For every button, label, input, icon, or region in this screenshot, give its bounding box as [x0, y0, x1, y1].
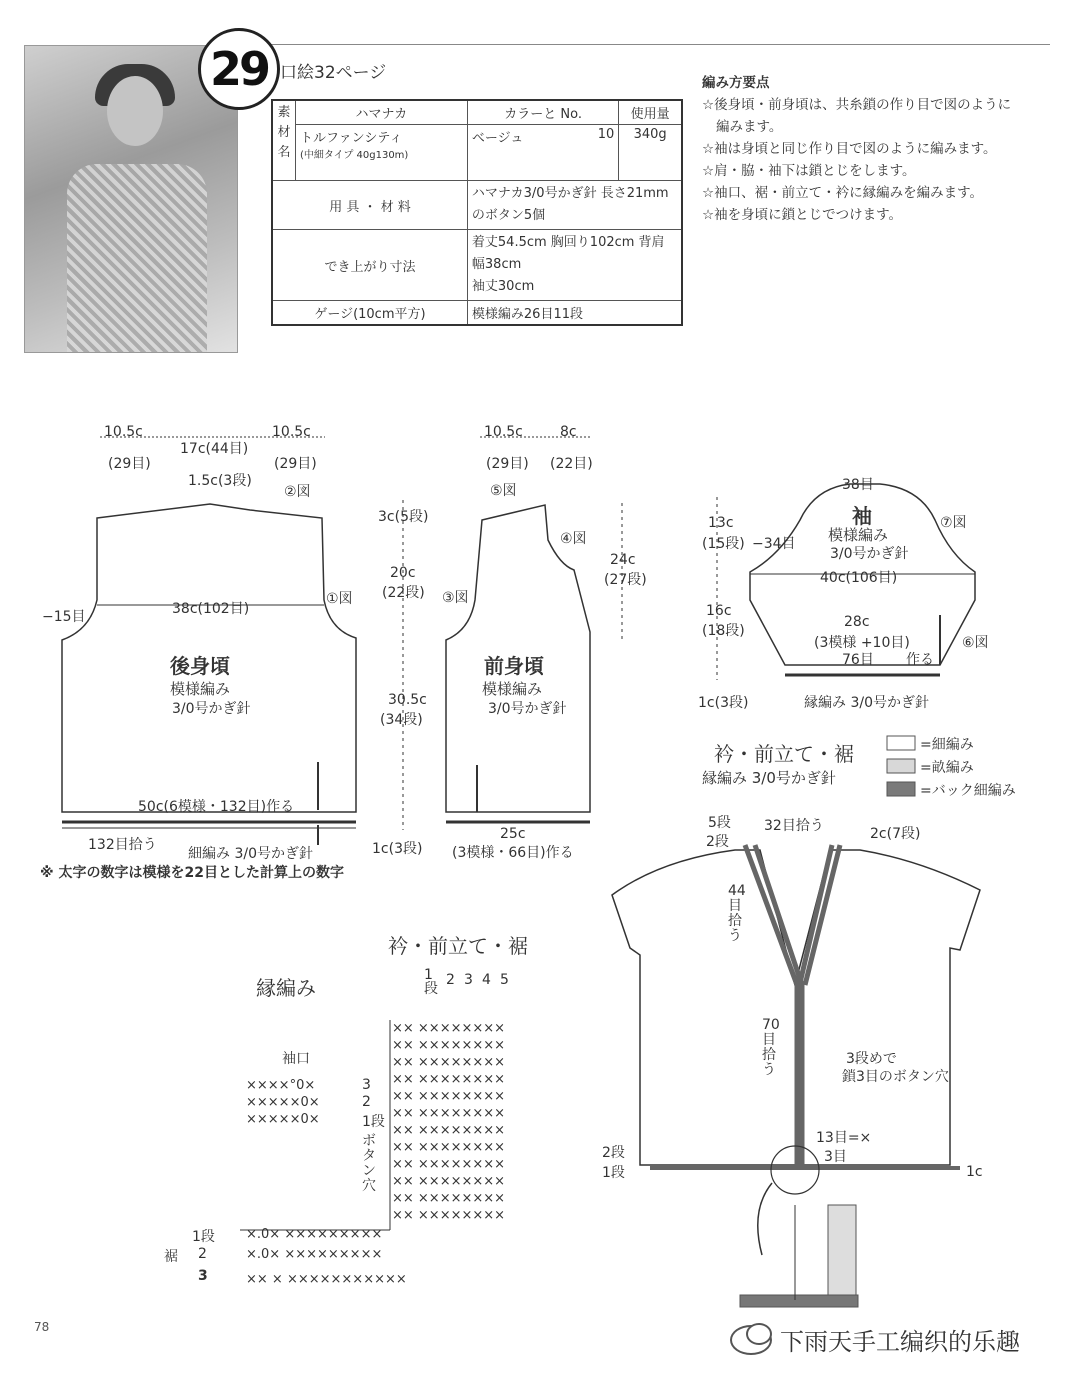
- front-hook: 3/0号かぎ針: [488, 701, 567, 717]
- tools-value: ハマナカ3/0号かぎ針 長さ21mmのボタン5個: [467, 181, 682, 230]
- svg-text:×× ××××××××: ×× ××××××××: [392, 1106, 506, 1121]
- collar-r3: 3目: [824, 1149, 847, 1165]
- chart-edge: 縁編み: [256, 976, 316, 1000]
- notes-title: 編み方要点: [702, 75, 770, 91]
- front-h20r: (22段): [382, 585, 425, 601]
- front-title: 前身頃: [484, 654, 544, 678]
- collar-pick70: 70目拾う: [762, 1017, 780, 1078]
- sleeve-top: 38目: [842, 477, 874, 493]
- note-item: ☆袖口、裾・前立て・衿に縁編みを編みます。: [702, 185, 984, 201]
- back-title: 後身頃: [170, 654, 230, 678]
- front-right-24r: (27段): [604, 572, 647, 588]
- front-h30: 30.5c: [388, 692, 427, 708]
- back-top-right: 10.5c: [272, 424, 311, 440]
- back-top-mid: 17c(44目): [180, 441, 249, 457]
- front-stitch: 模様編み: [482, 680, 543, 698]
- svg-text:×× ××××××××: ×× ××××××××: [392, 1055, 506, 1070]
- front-fig3: ③図: [442, 590, 469, 606]
- chart-col-1: 1段: [424, 967, 438, 997]
- svg-text:×× ××××××××: ×× ××××××××: [392, 1191, 506, 1206]
- tools-label: 用 具 ・ 材 料: [272, 181, 467, 230]
- back-stitch: 模様編み: [170, 680, 231, 698]
- material-label: 素 材 名: [272, 100, 295, 181]
- collar-band: [745, 845, 840, 1165]
- sleeve-h16r: (18段): [702, 623, 745, 639]
- chart-col-5: 5: [500, 972, 509, 988]
- page-number: 78: [34, 1320, 50, 1334]
- svg-text:×× ××××××××: ×× ××××××××: [392, 1021, 506, 1036]
- legend-back: [887, 782, 915, 796]
- note-item: ☆肩・脇・袖下は鎖とじをします。: [702, 163, 916, 179]
- gauge-value: 模様編み26目11段: [467, 301, 682, 326]
- front-top-left: 10.5c: [484, 424, 523, 440]
- size-value: 着丈54.5cm 胸回り102cm 背肩幅38cm 袖丈30cm: [467, 230, 682, 301]
- front-fig5: ⑤図: [490, 483, 517, 499]
- svg-text:×× ××××××××: ×× ××××××××: [392, 1123, 506, 1138]
- back-edge: 細編み 3/0号かぎ針: [188, 846, 313, 862]
- collar-c2: 2c(7段): [870, 826, 921, 842]
- chart-hem-row2: 2: [198, 1246, 207, 1262]
- sleeve-width: 40c(106目): [820, 570, 898, 586]
- chart-col-3: 3: [464, 972, 473, 988]
- color-no: 10: [597, 127, 615, 142]
- yarn-name: トルファンシティ: [299, 131, 403, 146]
- collar-b1: 1段: [602, 1165, 625, 1181]
- back-pickup: 132目拾う: [88, 837, 157, 853]
- legend-label-ridge: =畝編み: [920, 760, 974, 776]
- front-h30r: (34段): [380, 712, 423, 728]
- front-top-left-sts: (29目): [486, 456, 529, 472]
- back-fig2: ②図: [284, 484, 311, 500]
- legend-sc: [887, 736, 915, 750]
- svg-text:×× ××××××××: ×× ××××××××: [392, 1208, 506, 1223]
- back-bottom: 50c(6模様・132目)作る: [138, 799, 295, 815]
- chart-hem: 裾: [164, 1249, 178, 1265]
- svg-text:×× ××××××××: ×× ××××××××: [392, 1174, 506, 1189]
- front-top-right: 8c: [560, 424, 577, 440]
- front-bottom: 25c: [500, 826, 526, 842]
- svg-text:×.0× ×××××××××: ×.0× ×××××××××: [246, 1247, 383, 1262]
- note-item: ☆後身頃・前身頃は、共糸鎖の作り目で図のように: [702, 97, 1012, 113]
- sleeve-w76: 76目: [842, 652, 874, 668]
- collar-buttonhole2: 鎖3目のボタン穴: [842, 1069, 949, 1085]
- front-top-right-sts: (22目): [550, 456, 593, 472]
- chart-cuff-row2: 2: [362, 1094, 371, 1110]
- chart-hem-row3: 3: [198, 1268, 208, 1284]
- collar-stitch: 縁編み 3/0号かぎ針: [702, 769, 836, 787]
- pattern-number-badge: 29: [198, 28, 280, 110]
- collar-1c: 1c: [966, 1164, 983, 1180]
- note-item: ☆袖は身頃と同じ作り目で図のように編みます。: [702, 141, 997, 157]
- chart-col-2: 2: [446, 972, 455, 988]
- chart-title: 衿・前立て・裾: [388, 934, 528, 958]
- chart-cuff: 袖口: [282, 1051, 310, 1067]
- collar-pick32: 32目拾う: [764, 818, 824, 834]
- sleeve-edge: 縁編み 3/0号かぎ針: [804, 695, 929, 711]
- legend-label-back: =バック細編み: [920, 783, 1016, 799]
- sleeve-w28r: (3模様 +10目): [814, 635, 910, 651]
- sleeve-h16: 16c: [706, 603, 732, 619]
- chart-buttonhole: ボタン穴: [362, 1133, 376, 1194]
- collar-buttonhole: 3段めで: [846, 1051, 897, 1067]
- chart-cuff-row3: 3: [362, 1077, 371, 1093]
- collar-r13: 13目=×: [816, 1130, 872, 1146]
- collar-r2: 2段: [706, 834, 729, 850]
- legend-ridge: [887, 759, 915, 773]
- svg-text:×× × ×××××××××××: ×× × ×××××××××××: [246, 1272, 407, 1287]
- sleeve-h13: 13c: [708, 515, 734, 531]
- back-width: 38c(102目): [172, 601, 250, 617]
- front-bottom-sub: (3模様・66目)作る: [452, 845, 574, 861]
- collar-title: 衿・前立て・裾: [714, 742, 854, 766]
- page-reference: 口絵32ページ: [280, 63, 387, 83]
- watermark-text: 下雨天手工编织的乐趣: [780, 1328, 1020, 1356]
- svg-text:×××××0×: ×××××0×: [246, 1095, 320, 1110]
- back-neck: 1.5c(3段): [188, 473, 252, 489]
- note-item: 編みます。: [716, 119, 783, 135]
- back-minus15: −15目: [42, 609, 86, 625]
- front-fig4: ④図: [560, 531, 587, 547]
- sleeve-h1: 1c(3段): [698, 695, 749, 711]
- color-name: ベージュ: [471, 131, 524, 146]
- svg-text:×× ××××××××: ×× ××××××××: [392, 1038, 506, 1053]
- chart-col-4: 4: [482, 972, 491, 988]
- front-h1: 1c(3段): [372, 841, 423, 857]
- front-h20: 20c: [390, 565, 416, 581]
- svg-text:×× ××××××××: ×× ××××××××: [392, 1140, 506, 1155]
- sleeve-w28: 28c: [844, 614, 870, 630]
- sleeve-fig6: ⑥図: [962, 635, 989, 651]
- back-fig1: ①図: [326, 591, 353, 607]
- svg-text:×.0× ×××××××××: ×.0× ×××××××××: [246, 1227, 383, 1242]
- sleeve-fig7: ⑦図: [940, 515, 967, 531]
- sleeve-minus34: −34目: [752, 536, 796, 552]
- back-top-left: 10.5c: [104, 424, 143, 440]
- usage-value: 340g: [619, 125, 682, 181]
- yarn-sub: (中細タイプ 40g130m): [299, 150, 409, 161]
- svg-text:×× ××××××××: ×× ××××××××: [392, 1157, 506, 1172]
- legend-label-sc: =細編み: [920, 737, 974, 753]
- size-label: でき上がり寸法: [272, 230, 467, 301]
- col-color: カラーと No.: [467, 100, 618, 125]
- col-usage: 使用量: [619, 100, 682, 125]
- wechat-icon: [730, 1325, 772, 1355]
- sleeve-make: 作る: [906, 652, 934, 668]
- col-brand: ハマナカ: [295, 100, 467, 125]
- svg-text:×× ××××××××: ×× ××××××××: [392, 1089, 506, 1104]
- front-h3: 3c(5段): [378, 509, 429, 525]
- collar-pick44: 44目拾う: [728, 883, 746, 944]
- gauge-label: ゲージ(10cm平方): [272, 301, 467, 326]
- sleeve-title: 袖: [852, 504, 872, 528]
- collar-b2: 2段: [602, 1145, 625, 1161]
- back-hook: 3/0号かぎ針: [172, 701, 251, 717]
- front-right-24: 24c: [610, 552, 636, 568]
- back-top-left-sts: (29目): [108, 456, 151, 472]
- sleeve-stitch: 模様編み: [828, 526, 889, 544]
- collar-r5: 5段: [708, 815, 731, 831]
- svg-text:××××°0×: ××××°0×: [246, 1078, 316, 1093]
- sleeve-h13r: (15段): [702, 536, 745, 552]
- svg-text:×× ××××××××: ×× ××××××××: [392, 1072, 506, 1087]
- chart-hem-row1: 1段: [192, 1229, 215, 1245]
- note-item: ☆袖を身頃に鎖とじでつけます。: [702, 207, 903, 223]
- calc-note: ※ 太字の数字は模様を22目とした計算上の数字: [40, 865, 344, 881]
- svg-text:×××××0×: ×××××0×: [246, 1112, 320, 1127]
- chart-cuff-row1: 1段: [362, 1114, 385, 1130]
- back-top-right-sts: (29目): [274, 456, 317, 472]
- watermark: [730, 1322, 1020, 1357]
- sleeve-hook: 3/0号かぎ針: [830, 546, 909, 562]
